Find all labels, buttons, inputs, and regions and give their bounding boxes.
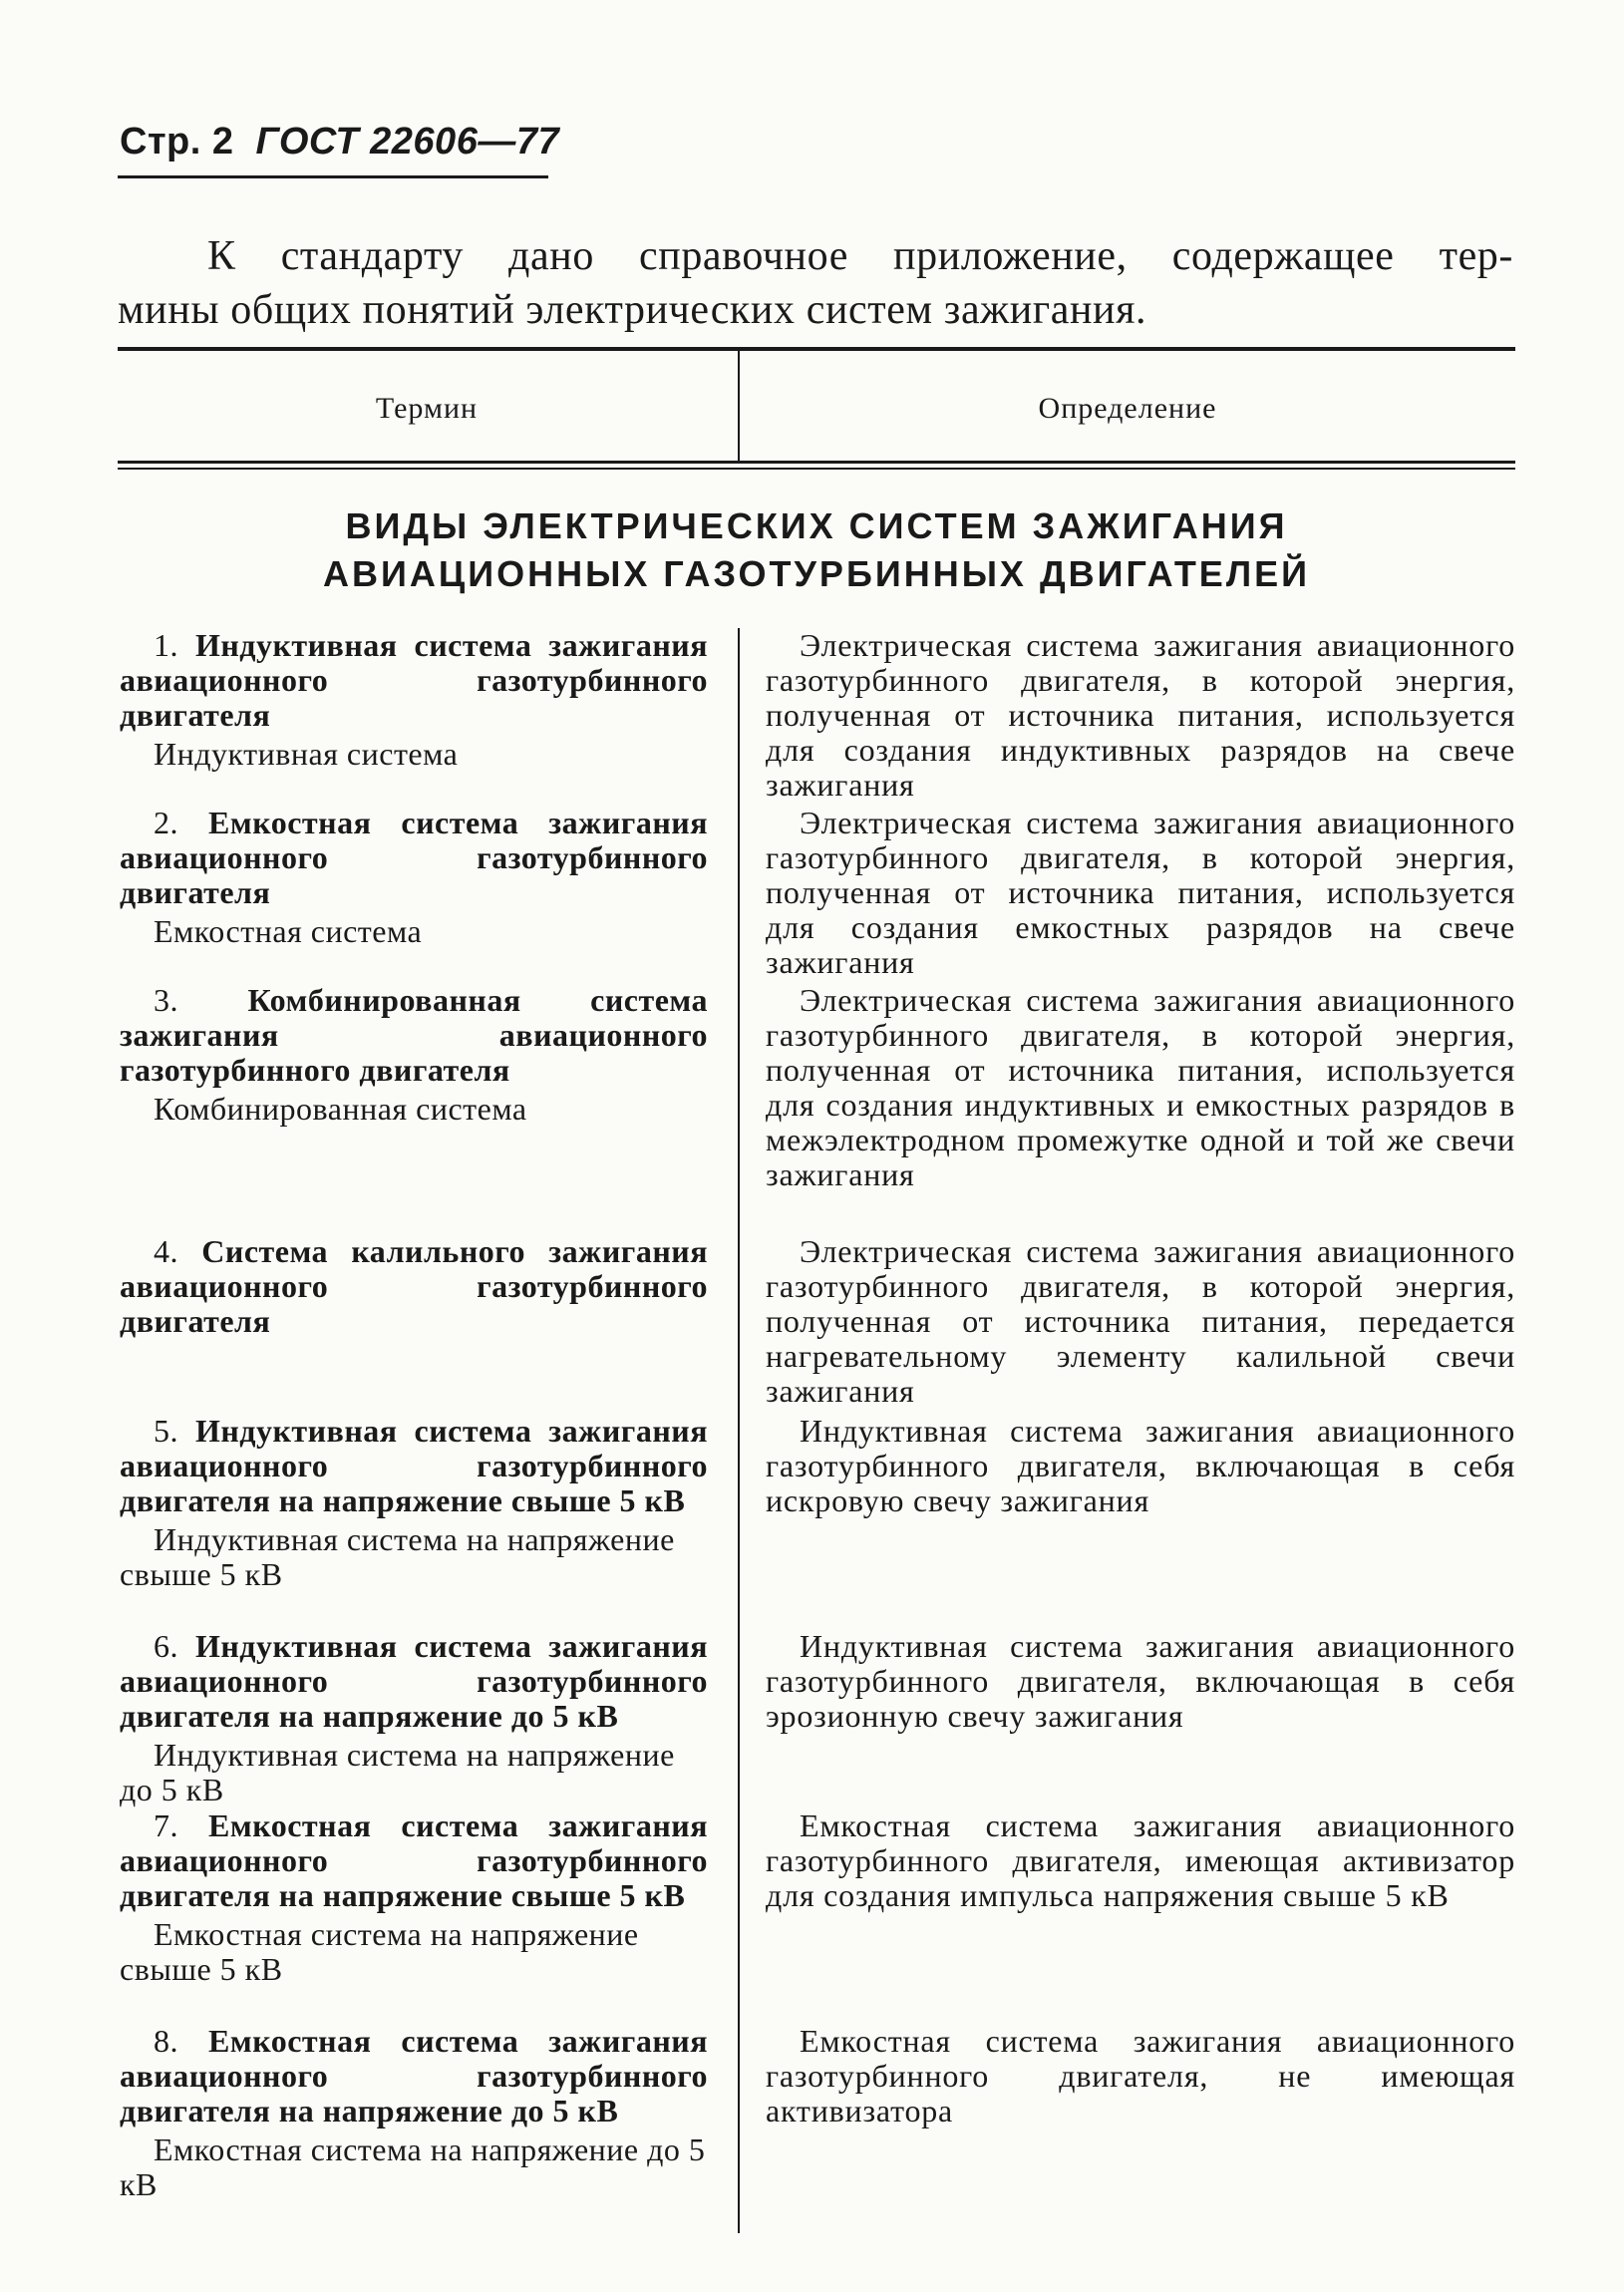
definition-1: Электрическая система зажигания авиационного газотурбинного двигателя, в которой энергия, полученная от источника питания, используется для создания индуктивных разрядов на свече зажигания bbox=[766, 627, 1515, 803]
header-underline bbox=[118, 175, 548, 178]
intro-paragraph bbox=[118, 229, 1513, 337]
short-term: Емкостная система на напряжение свыше 5 кВ bbox=[120, 1916, 639, 1987]
short-term: Индуктивная система bbox=[154, 736, 459, 772]
term-number: 3. bbox=[154, 982, 178, 1018]
term-heading bbox=[120, 1234, 708, 1339]
term-name: Емкостная система зажигания авиационного газотурбинного двигателя на напряжение свыше 5 кВ bbox=[120, 1807, 709, 1913]
term-heading bbox=[120, 1414, 708, 1518]
short-term: Емкостная система bbox=[154, 913, 423, 949]
term-number: 7. bbox=[154, 1807, 178, 1843]
term-heading bbox=[120, 628, 708, 733]
definition-4: Электрическая система зажигания авиационного газотурбинного двигателя, в которой энергия, полученная от источника питания, передается нагревательному элементу калильной свечи зажигания bbox=[766, 1233, 1515, 1409]
term-number: 1. bbox=[154, 627, 178, 663]
definition-3: Электрическая система зажигания авиационного газотурбинного двигателя, в которой энергия, полученная от источника питания, используется для создания индуктивных и емкостных разрядов в межэлектродном промежутке одной и той же свечи зажигания bbox=[766, 982, 1515, 1192]
section-title bbox=[118, 502, 1515, 598]
definition-5: Индуктивная система зажигания авиационного газотурбинного двигателя, включающая в себя искровую свечу зажигания bbox=[766, 1413, 1515, 1518]
term-number: 4. bbox=[154, 1233, 178, 1269]
term-name: Комбинированная система зажигания авиационного газотурбинного двигателя bbox=[120, 982, 709, 1088]
short-term: Индуктивная система на напряжение свыше 5 кВ bbox=[120, 1521, 675, 1592]
short-term: Индуктивная система на напряжение до 5 кВ bbox=[120, 1737, 675, 1807]
section-title-line-1: ВИДЫ ЭЛЕКТРИЧЕСКИХ СИСТЕМ ЗАЖИГАНИЯ bbox=[345, 505, 1288, 546]
table-top-rule bbox=[118, 347, 1515, 351]
term-name: Емкостная система зажигания авиационного газотурбинного двигателя bbox=[120, 805, 709, 910]
term-heading bbox=[120, 2024, 708, 2128]
term-entry-4 bbox=[120, 1234, 708, 1339]
term-heading bbox=[120, 983, 708, 1088]
section-title-line-2: АВИАЦИОННЫХ ГАЗОТУРБИННЫХ ДВИГАТЕЛЕЙ bbox=[323, 553, 1310, 594]
term-entry-7 bbox=[120, 1808, 708, 1987]
term-heading bbox=[120, 1629, 708, 1734]
term-entry-8 bbox=[120, 2024, 708, 2202]
body-column-divider bbox=[738, 628, 740, 2233]
short-term: Комбинированная система bbox=[154, 1091, 527, 1127]
term-name: Индуктивная система зажигания авиационного газотурбинного двигателя на напряжение до 5 кВ bbox=[120, 1628, 709, 1734]
term-heading bbox=[120, 1808, 708, 1913]
definition-2: Электрическая система зажигания авиационного газотурбинного двигателя, в которой энергия, полученная от источника питания, используется для создания емкостных разрядов на свече зажигания bbox=[766, 805, 1515, 980]
term-number: 5. bbox=[154, 1413, 178, 1449]
term-number: 2. bbox=[154, 805, 178, 840]
definition-7: Емкостная система зажигания авиационного газотурбинного двигателя, имеющая активизатор для создания импульса напряжения свыше 5 кВ bbox=[766, 1807, 1515, 1913]
short-term: Емкостная система на напряжение до 5 кВ bbox=[120, 2131, 706, 2202]
page-number: Стр. 2 bbox=[120, 121, 234, 163]
term-name: Система калильного зажигания авиационного газотурбинного двигателя bbox=[120, 1233, 709, 1339]
term-number: 6. bbox=[154, 1628, 178, 1664]
term-entry-2 bbox=[120, 806, 708, 949]
term-entry-5 bbox=[120, 1414, 708, 1592]
definition-6: Индуктивная система зажигания авиационного газотурбинного двигателя, включающая в себя эрозионную свечу зажигания bbox=[766, 1628, 1515, 1734]
term-name: Емкостная система зажигания авиационного газотурбинного двигателя на напряжение до 5 кВ bbox=[120, 2023, 709, 2128]
term-entry-1 bbox=[120, 628, 708, 772]
intro-line-2: мины общих понятий электрических систем зажигания. bbox=[118, 287, 1147, 333]
term-entry-6 bbox=[120, 1629, 708, 1807]
column-header-term: Термин bbox=[375, 392, 479, 425]
term-entry-3 bbox=[120, 983, 708, 1127]
definition-8: Емкостная система зажигания авиационного газотурбинного двигателя, не имеющая активизатора bbox=[766, 2023, 1515, 2128]
column-header-definition: Определение bbox=[1038, 392, 1217, 425]
term-number: 8. bbox=[154, 2023, 178, 2059]
page-header bbox=[120, 120, 559, 164]
term-name: Индуктивная система зажигания авиационного газотурбинного двигателя bbox=[120, 627, 709, 733]
term-name: Индуктивная система зажигания авиационного газотурбинного двигателя на напряжение свыше 5 кВ bbox=[120, 1413, 709, 1518]
standard-code: ГОСТ 22606—77 bbox=[255, 121, 560, 163]
header-bottom-rule-2 bbox=[118, 468, 1515, 470]
intro-line-1: К стандарту дано справочное приложение, содержащее тер- bbox=[207, 233, 1513, 279]
header-bottom-rule bbox=[118, 461, 1515, 464]
term-heading bbox=[120, 806, 708, 910]
